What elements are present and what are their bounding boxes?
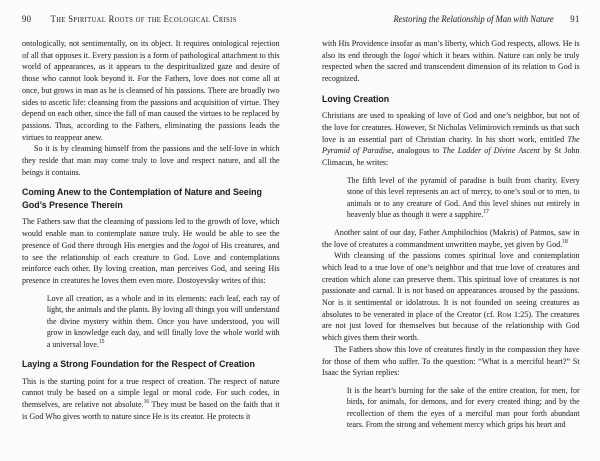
paragraph: With cleansing of the passions comes spiritual love and contemplation which lead to a true love of one’s neighbor and that true love of creatures and creation which alone can preserve them. This spiritual love of creatures is not passionate and carnal. It is not based on appearances aroused by the passions. Nor is it sentimental or idolatrous. It is not founded on seeing creatures as absolutes to be venerated in place of the Creator (cf. Rom 1:25). The creatures are not just loved for themselves but because of the relationship with God which gives them their worth. [322,250,580,343]
paragraph: The Fathers saw that the cleansing of passions led to the growth of love, which would enable man to contemplate nature truly. He would be able to see the presence of God there through His energies and the logoi of His creatures, and to see the relationship of each creature to God. Love and contemplations reinforce each other. By loving creation, man perceives God, and seeing His presence in creatures he loves them even more. Dostoyevsky writes of this: [22,216,280,285]
block-quote: It is the heart’s burning for the sake of the entire creation, for men, for birds, for animals, for demons, and for every created thing; and by the recollection of them the eyes of a merciful man pour forth abundant tears. From the strong and vehement mercy which grips his heart and [346,384,580,430]
section-heading: Laying a Strong Foundation for the Respect of Creation [22,359,255,371]
left-page [22,0,280,461]
running-head [22,15,280,27]
section-heading: Coming Anew to the Contemplation of Nature and Seeing God’s Presence Therein [22,187,262,211]
paragraph: This is the starting point for a true respect of creation. The respect of nature cannot truly be based on a simple legal or moral code. For such codes, in themselves, are relative not absolute.$^{16}$ They must be based on the faith that it is God Who gives worth to nature since He is its creator. He protects it [22,375,280,421]
paragraph: with His Providence insofar as man’s liberty, which God respects, allows. He is also its end through the logoi which it bears within. Nature can only be truly respected when the sacred and transcendent dimension of its relation to God is recognized. [322,38,580,84]
paragraph: So it is by cleansing himself from the passions and the self-love in which they reside that man may come truly to love and respect nature, and all the beings it contains. [22,143,280,177]
paragraph: ontologically, not sentimentally, on its object. It requires ontological rejection of all that opposes it. Every passion is a form of pathological attachment to this world of appearances, as it appears to the despiritualized gaze and desire of those who cannot look beyond it. For the Fathers, love does not come all at once, but grows in man as he is cleansed of his passions. There are broadly two sides to ascetic life: cleansing from the passions and acquisition of virtue. They depend on each other, since the fall of man caused the virtues to be replaced by passions. Thus, according to the Fathers, eliminating the passions leads the virtues to reappear anew. [22,38,280,142]
paragraph: The Fathers show this love of creatures firstly in the compassion they have for those of them who suffer. To the question: “What is a merciful heart?” St Isaac the Syrian replies: [322,343,580,378]
right-page [322,0,580,461]
block-quote: Love all creation, as a whole and in its elements: each leaf, each ray of light, the animals and the plants. By loving all things you will understand the divine mystery within them. Once you have understood, you will grow in knowledge each day, and will finally love the whole world with a universal love.$^{15}$ [46,292,280,349]
paragraph: Christians are used to speaking of love of God and one’s neighbor, but not of the love for creatures. However, St Nicholas Velimirovich reminds us that such love is an essential part of Christian charity. In his short work, entitled The Pyramid of Paradise, analogous to The Ladder of Divine Ascent by St John Climacus, he writes: [322,110,580,168]
block-quote: The fifth level of the pyramid of paradise is built from charity. Every stone of this level represents an act of mercy, to one’s soul or to men, to animals or to any creature of God. And this level shines out entirely in heavenly blue as though it were a sapphire.$^{17}$ [346,174,580,220]
page-number: 91 [570,15,580,25]
section-heading: Loving Creation [322,93,390,105]
paragraph: Another saint of our day, Father Amphilochios (Makris) of Patmos, saw in the love of creatures a commandment unwritten maybe, yet given by God.$^{18}$ [322,226,580,249]
running-head [322,15,580,27]
right-page-body [322,15,580,431]
running-title: The Spiritual Roots of the Ecological Crisis [50,15,237,25]
page-number: 90 [22,15,32,25]
running-title: Restoring the Relationship of Man with Nature [393,15,554,25]
left-page-body [22,15,280,422]
